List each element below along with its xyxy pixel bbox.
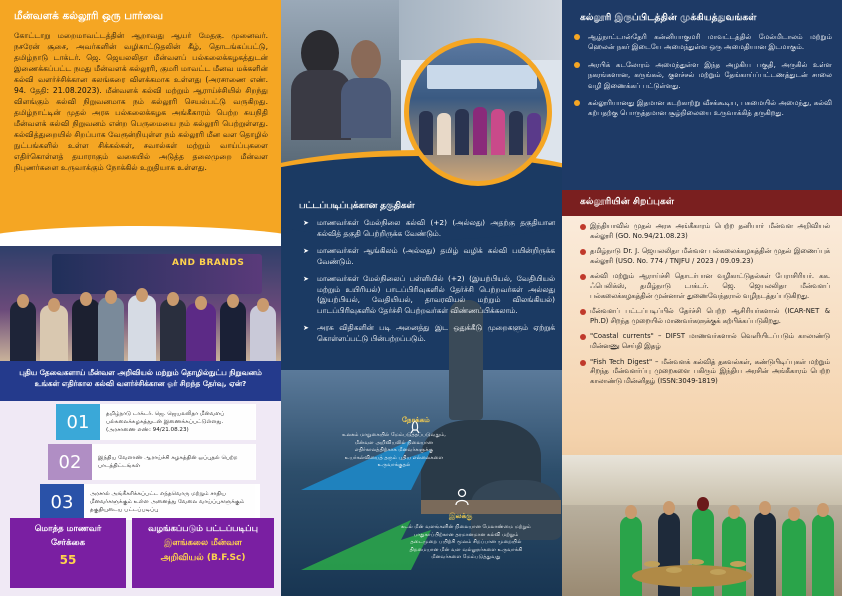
eligibility-list bbox=[305, 218, 555, 351]
features-title: கல்லூரியின் சிறப்புகள் bbox=[580, 196, 675, 207]
why-choose-banner: புதிய தேவைகளாய் மீன்வள அறிவியல் மற்றும் தொழில்நுட்ப நிறுவனம் உங்கள் எதிர்கால கல்வி வளர்ச்சிக்கான ஓர் சிறந்த தேர்வு, ஏன்? bbox=[0, 361, 281, 401]
step-subtext: (அரசாணை எண்: 94/21.08.23) bbox=[106, 427, 189, 433]
reason-step bbox=[56, 404, 256, 440]
stat-value: அறிவியல் (B.F.Sc) bbox=[160, 553, 246, 563]
overview-section bbox=[0, 0, 281, 240]
feature-item: தமிழ்நாடு Dr. J. ஜெயலலிதா மீன்வள பல்கலைக்கழகத்தின் முதல் இணைப்புக் கல்லூரி (USO. No. 774 / TNJFU / 2023 / 09.09.23) bbox=[590, 247, 830, 265]
eligibility-item: ➤ மாணவர்கள் மேல்நிலை கல்வி (+2) (அல்லது) அதற்கு தகுதியான கல்வித் தகுதி பெற்றிருக்க வேண்டும். bbox=[305, 218, 555, 239]
feature-item: மீன்வளப் பட்டப்படிப்பில் தேர்ச்சி பெற்ற ஆசிரியர்களால் (ICAR-NET & Ph.D) சிறந்த முறையில் மாணவர்களுக்குக் கற்பிக்கப்படுகிறது. bbox=[590, 307, 830, 325]
event-photo bbox=[0, 246, 281, 361]
stat-label: இளங்கலை மீன்வள bbox=[164, 538, 242, 548]
overview-body: கோட்டாறு மறைமாவட்டத்தின் ஆறாவது ஆயர் மேதகு. முனைவர். நசரேன் சூசை, அவர்களின் வழிகாட்டுதலின் கீழ், தொடங்கப்பட்டு, தமிழ்நாடு டாக்டர். ஜெ. ஜெயலலிதா மீன்வளப் பல்கலைக்கழகத்துடன் இணைக்கப்பட்ட நமது மீன்வளக் கல்லூரி, குமரி மாவட்ட மீனவ மக்களின் கல்வி வளர்ச்சிக்கான கலங்கரை விளக்கமாக உள்ளது (அரசாணை எண். 94. தேதி: 21.08.2023). மீன்வளக் கல்வி மற்றும் ஆராய்ச்சியில் சிறந்து விளங்கும் கல்வி நிறுவனமாக நம் கல்லூரி செயல்பட்டு வருகிறது. தமிழ்நாட்டின் முதல் அரசு பல்கலைக்கழக அங்கீகாரம் பெற்ற சுயநிதி மீன்வளக் கல்வி நிறுவனம் என்ற பெருமையை நம் கல்லூரி பெற்றுள்ளது. கல்வித்துறையில் சிறப்பாக வேரூன்றியுள்ள நம் கல்லூரி மீன வள தொழில் நுட்பங்களில் உள்ள சிக்கல்கள், சவால்கள் மற்றும் வாய்ப்புகளை எதிர்கொள்ளத் தயாராகும் வகையில் அடுத்த தலைமுறை மீன்வள நிபுணர்களை உருவாக்கும் நோக்கில் உறுதியாக உள்ளது. bbox=[14, 31, 268, 172]
eligibility-title: பட்டப்படிப்புக்கான தகுதிகள் bbox=[299, 201, 415, 211]
right-panel bbox=[562, 0, 842, 596]
step-number: 01 bbox=[56, 404, 100, 440]
stat-label: வழங்கப்படும் பட்டப்படிப்பு bbox=[148, 524, 258, 534]
location-list bbox=[584, 32, 832, 126]
step-text: தமிழ்நாடு டாக்டர். ஜெ. ஜெயலலிதா மீன்வளப் பல்கலைக்கழகத்துடன் இணைக்கப்பட்டுள்ளது. bbox=[106, 411, 225, 425]
location-title: கல்லூரி இருப்பிடத்தின் முக்கியத்துவங்கள் bbox=[580, 12, 757, 23]
feature-item: இந்தியாவில் முதல் அரசு அங்கீகாரம் பெற்ற தனியார் மீன்வள அறிவியல் கல்லூரி (GO. No.94/21.08.23) bbox=[590, 222, 830, 240]
eligibility-item: ➤ மாணவர்கள் மேல்நிலைப் பள்ளியில் (+2) (இயற்பியல், வேதியியல் மற்றும் உயிரியல்) பாடப்பிரிவுகளில் தேர்ச்சி பெற்றவர்கள் அல்லது (இயற்பியல், வேதியியல், தாவரவியல் மற்றும் விலங்கியல்) பாடப்பிரிவுகளில் தேர்ச்சி பெற்றவர்கள் விண்ணப்பிக்கலாம். bbox=[305, 274, 555, 316]
location-item: ஆழ்நாட்டான்தேரி கன்னியாகுமரி மாவட்டத்தில் மேல்மிடாலம் மற்றும் ஹெலன் நகர் இடையே அமைந்துள்ள ஒரு அமைதியான இடமாகும். bbox=[584, 32, 832, 53]
feature-item: "Coastal currents" – DIFST மாணவர்களால் வெளியிடப்படும் காலாண்டு மின்னணு செய்தி இதழ் bbox=[590, 332, 830, 350]
feature-item: "Fish Tech Digest" – மீன்வளக் கல்வித் தகவல்கள், கண்டுபிடிப்புகள் மற்றும் சிறந்த மீன்வளர்ப்பு முறைகளை பகிரும் இந்திய அரசின் அங்கீகாரம் பெற்ற காலாண்டு மின்னிதழ் (ISSN:3049-1819) bbox=[590, 357, 830, 385]
reason-step bbox=[48, 444, 256, 480]
step-text: இந்திய வேளாண் ஆராய்ச்சி கழகத்தின் ஒப்புதல் பெற்ற பாடத்திட்டங்கள் bbox=[98, 455, 238, 469]
middle-panel bbox=[281, 0, 562, 596]
stat-degree bbox=[132, 518, 274, 588]
features-list bbox=[590, 222, 830, 392]
feature-item: கல்வி மற்றும் ஆராய்ச்சி தொடர்பான வழிகாட்டுதல்கள் பேராசிரியர். கக. ஃபெலிக்ஸ், தமிழ்நாடு டாக்டர். ஜெ. ஜெயலலிதா மீன்வளப் பல்கலைக்கழகத்தின் முன்னாள் துணைவேந்தரால் வழிநடத்தப்படுகிறது. bbox=[590, 272, 830, 300]
eligibility-item: ➤ மாணவர்கள் ஆங்கிலம் (அல்லது) தமிழ் வழிக் கல்வி பயின்றிருக்க வேண்டும். bbox=[305, 246, 555, 267]
left-panel bbox=[0, 0, 281, 596]
mission-title: இலக்கு bbox=[449, 512, 473, 520]
vision-text: உலகம் மாறுகையில் மேம்படுத்தப்படுவதும், மீன்வள அறிவியலில் நிலையான எதிர்காலத்திற்காக மீனவர்களுக்கு உயர்கல்வியைத் தரும் புதிய எல்லைகளை உருவாக்குதல் bbox=[342, 432, 446, 468]
students-fish-photo bbox=[562, 455, 842, 596]
step-number: 03 bbox=[40, 484, 84, 520]
step-number: 02 bbox=[48, 444, 92, 480]
lab-photo bbox=[281, 0, 401, 165]
stat-label: சேர்க்கை bbox=[50, 538, 86, 548]
banner-text: AND BRANDS bbox=[172, 258, 245, 268]
mission-text: கடல் மீன் வளங்களின் நிலையான மேலாண்மை மற்றும் பாதுகாப்பிற்கான தரமானமான கல்வி மற்றும் தடைமுறை பயிற்சி மூலம் சிறப்பான முறையில் திறமையான மீன் வள வல்லுநர்களை உருவாக்கி மீனவர்களை மேம்படுத்துவது bbox=[401, 524, 531, 560]
overview-title: மீன்வளக் கல்லூரி ஒரு பார்வை bbox=[14, 10, 164, 22]
location-section bbox=[562, 0, 842, 190]
stat-enrollment bbox=[10, 518, 126, 588]
vision-title: நோக்கம் bbox=[402, 416, 430, 424]
group-photo-circle bbox=[404, 38, 552, 186]
target-person-icon bbox=[453, 488, 471, 506]
reason-step bbox=[40, 484, 260, 520]
location-item: அரபிக் கடலோரம் அமைந்துள்ள இந்த அழகிய பகுதி, அருகில் உள்ள நகரங்களான, கருங்கல், குளச்சல் மற்றும் தேங்காய்ப்பட்டணத்துடன் சாலை வழி இணைக்கப் பட்டுள்ளது. bbox=[584, 60, 832, 91]
stat-label: மொத்த மாணவர் bbox=[34, 524, 102, 534]
location-item: கல்லூரியானது இதமான கடற்காற்று வீசக்கூடிய, பசுமையில் அமைந்து, கல்வி கற்பதற்கு பொருத்தமான சூழ்நிலையை உருவாக்கித் தருகிறது. bbox=[584, 98, 832, 119]
stat-value: 55 bbox=[59, 553, 77, 567]
eligibility-item: ➤ அரசு விதிகளின் படி அனைத்து இட ஒதுக்கீடு முறைகளும் ஏற்றுக் கொள்ளப்பட்டு பின்பற்றப்படும். bbox=[305, 323, 555, 344]
step-text: அரசால் அங்கீகரிக்கப்பட்ட எந்தவொரு மற்றும் சாதிய மீனவர்களுக்கும் உள்ள அனைத்து வேலை வாய்ப்புகளுக்கும் தகுதியுடைய பட்டப்படிப்பு bbox=[90, 491, 245, 513]
event-banner bbox=[52, 254, 262, 294]
